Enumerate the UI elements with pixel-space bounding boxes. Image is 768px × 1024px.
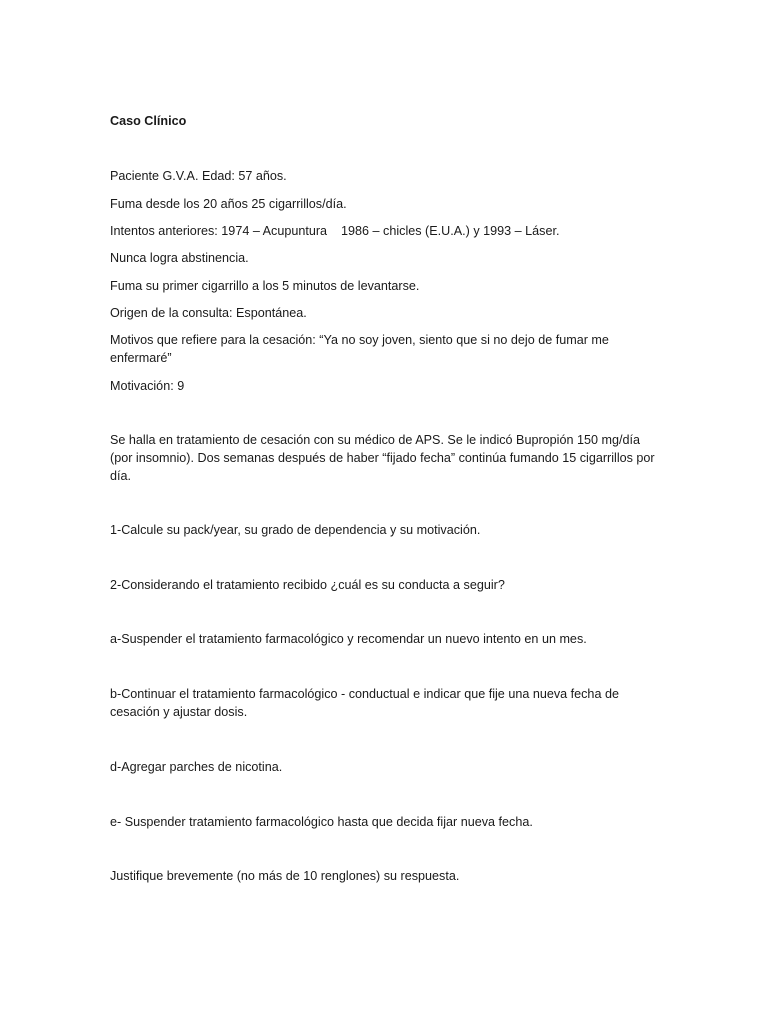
smoking-line: Fuma desde los 20 años 25 cigarrillos/día. bbox=[110, 197, 347, 211]
option-a: a-Suspender el tratamiento farmacológico y recomendar un nuevo intento en un mes. bbox=[110, 632, 587, 646]
question-1: 1-Calcule su pack/year, su grado de dependencia y su motivación. bbox=[110, 523, 481, 537]
question-2: 2-Considerando el tratamiento recibido ¿cuál es su conducta a seguir? bbox=[110, 578, 505, 592]
justify-instruction: Justifique brevemente (no más de 10 renglones) su respuesta. bbox=[110, 869, 460, 883]
reasons-paragraph: Motivos que refiere para la cesación: “Ya no soy joven, siento que si no dejo de fumar me enfermaré” bbox=[110, 333, 609, 365]
first-cigarette-line: Fuma su primer cigarrillo a los 5 minutos de levantarse. bbox=[110, 279, 420, 293]
option-d: d-Agregar parches de nicotina. bbox=[110, 760, 283, 774]
option-b: b-Continuar el tratamiento farmacológico - conductual e indicar que fije una nueva fecha de cesación y ajustar dosis. bbox=[110, 687, 619, 719]
motivation-line: Motivación: 9 bbox=[110, 379, 185, 393]
previous-attempts-line: Intentos anteriores: 1974 – Acupuntura 1986 – chicles (E.U.A.) y 1993 – Láser. bbox=[110, 224, 560, 238]
option-e: e- Suspender tratamiento farmacológico hasta que decida fijar nueva fecha. bbox=[110, 815, 533, 829]
patient-line: Paciente G.V.A. Edad: 57 años. bbox=[110, 169, 287, 183]
treatment-paragraph: Se halla en tratamiento de cesación con su médico de APS. Se le indicó Bupropión 150 mg/día (por insomnio). Dos semanas después de haber “fijado fecha” continúa fumando 15 cigarrillos por día. bbox=[110, 433, 655, 483]
document-title: Caso Clínico bbox=[110, 114, 187, 128]
consultation-origin-line: Origen de la consulta: Espontánea. bbox=[110, 306, 307, 320]
abstinence-line: Nunca logra abstinencia. bbox=[110, 251, 249, 265]
